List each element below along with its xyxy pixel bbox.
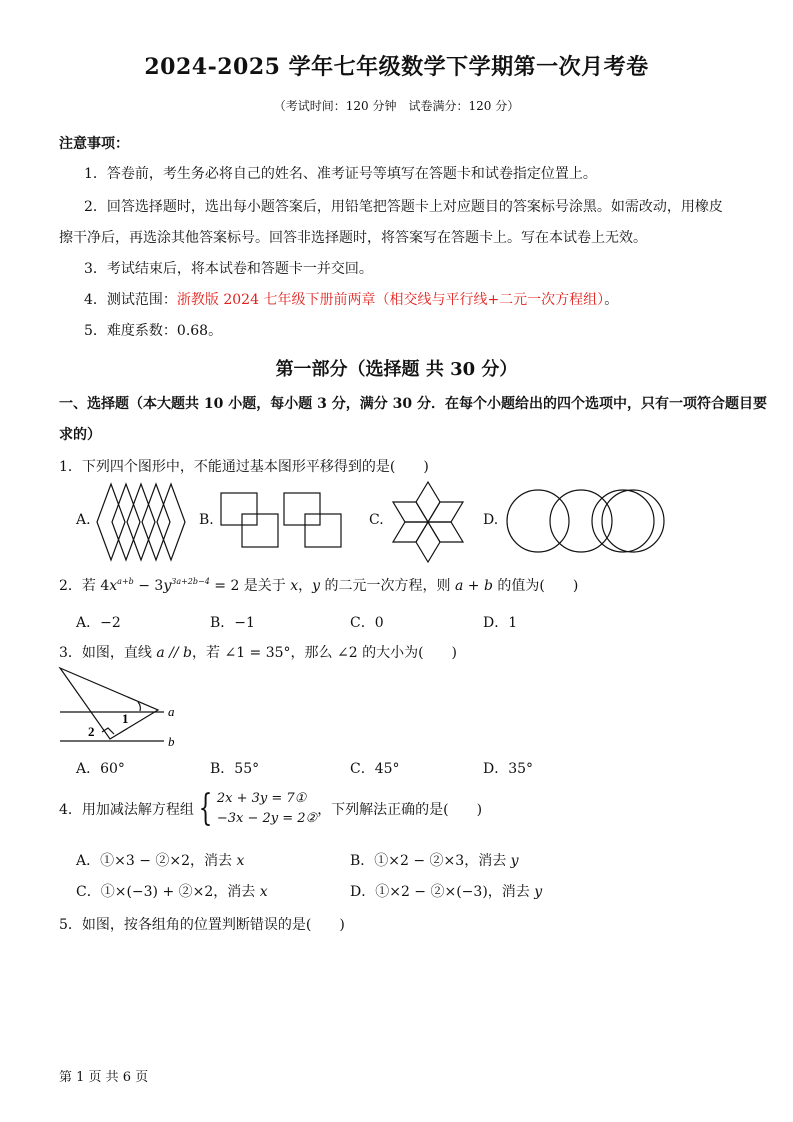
q2-option-b: B．−1 [210,615,255,631]
scope-highlight: 浙教版 2024 七年级下册前两章（相交线与平行线+二元一次方程组） [176,292,605,308]
notice-item: 擦干净后，再选涂其他答案标号。回答非选择题时，将答案写在答题卡上。写在本试卷上无效。 [59,230,647,246]
page-title: 2024-2025 学年七年级数学下学期第一次月考卷 [144,54,649,80]
angle-1-label: 1 [122,711,129,726]
question-1-stem: 1．下列四个图形中，不能通过基本图形平移得到的是( ) [59,459,429,475]
system-brace: { [198,788,213,829]
q1-option-a-label: A. [76,512,91,528]
q2-option-c: C．0 [350,615,384,631]
q1-figure-d [505,489,667,553]
question-2-stem: 2．若 $4x^{a+b} - 3y^{3a+2b-4} = 2$ 是关于 x，y 的二元一次方程，则 a + b 的值为( ) [59,577,579,594]
notice-item-scope [84,289,618,309]
q4-option-c: C．①×(−3) + ②×2，消去 x [76,884,268,900]
q1-figure-a [96,482,186,562]
q1-figure-b [220,492,342,550]
q1-option-c-label: C. [369,512,384,528]
question-5-stem: 5．如图，按各组角的位置判断错误的是( ) [59,917,345,933]
q2-option-d: D．1 [483,615,518,631]
scope-end: 。 [604,292,619,308]
q3-option-b: B．55° [210,761,260,777]
question-4-stem: 4．用加减法解方程组 { 2x + 3y = 7① −3x − 2y = 2②，下列解法正确的是( ) [59,788,483,829]
q1-figure-c [392,482,464,562]
notice-heading: 注意事项： [59,136,129,152]
q4-option-d: D．①×2 − ②×(−3)，消去 y [350,884,543,900]
equation-system [217,789,317,829]
page-number: 第 1 页 共 6 页 [59,1070,149,1085]
q3-option-a: A．60° [76,761,125,777]
section-instructions: 一、选择题（本大题共 10 小题，每小题 3 分，满分 30 分．在每个小题给出的四个选项中，只有一项符合题目要 [59,396,767,412]
line-a-label: a [168,704,175,719]
q4-option-b: B．①×2 − ②×3，消去 y [350,853,519,869]
q2-option-a: A．−2 [76,615,121,631]
scope-label: 4．测试范围： [84,292,177,308]
angle-2-label: 2 [88,724,95,739]
question-3-stem: 3．如图，直线 a // b，若 ∠1 = 35°，那么 ∠2 的大小为( ) [59,645,458,661]
line-b-label: b [168,734,175,749]
equation-1: 2x + 3y = 7① [216,791,307,806]
q3-option-d: D．35° [483,761,534,777]
q1-option-d-label: D. [483,512,499,528]
exam-info: （考试时间：120 分钟 试卷满分：120 分） [273,99,520,113]
notice-item: 3．考试结束后，将本试卷和答题卡一并交回。 [84,261,373,277]
q1-option-b-label: B. [199,512,214,528]
q3-option-c: C．45° [350,761,400,777]
q3-figure [58,666,183,751]
notice-item: 2．回答选择题时，选出每小题答案后，用铅笔把答题卡上对应题目的答案标号涂黑。如需改动，用橡皮 [84,199,723,215]
q4-option-a: A．①×3 − ②×2，消去 x [76,853,245,869]
notice-item: 5．难度系数：0.68。 [84,323,223,339]
notice-item: 1．答卷前，考生务必将自己的姓名、准考证号等填写在答题卡和试卷指定位置上。 [84,166,597,182]
section-instructions: 求的） [59,427,101,443]
equation-2: −3x − 2y = 2② [216,811,318,826]
section-title: 第一部分（选择题 共 30 分） [275,359,518,380]
